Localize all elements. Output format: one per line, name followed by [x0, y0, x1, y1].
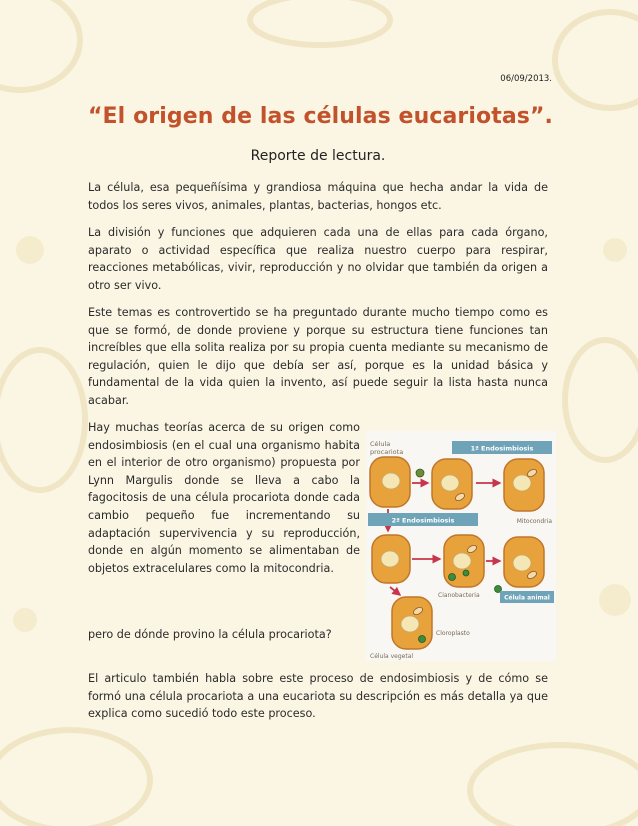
svg-text:procariota: procariota [370, 448, 404, 456]
label-mitocondria: Mitocondria [516, 518, 552, 525]
label-endo2: 2ª Endosimbiosis [391, 516, 455, 525]
label-endo1: 1ª Endosimbiosis [470, 444, 534, 453]
paragraph: Este temas es controvertido se ha preguntado durante mucho tiempo como es que se formó, de donde proviene y porque su estructura tiene funciones tan increíbles que ella solita realiza por su propia cuenta mediante su mecanismo de regulación, quien le dijo que debía ser así, porque es la unidad básica y fundamental de la vida quien la invento, así puede seguir la lista hasta nunca acabar. [88, 306, 548, 407]
document-subtitle: Reporte de lectura. [250, 148, 386, 164]
document-date: 06/09/2013. [500, 74, 552, 84]
endosymbiosis-diagram [366, 431, 556, 661]
paragraph: pero de dónde provino la célula procariota? [88, 628, 332, 641]
svg-text:Célula: Célula [370, 440, 391, 448]
label-vegetal: Célula vegetal [370, 653, 414, 660]
label-cloroplasto: Cloroplasto [436, 630, 470, 637]
label-cianobacteria: Cianobacteria [438, 592, 480, 599]
label-animal: Célula animal [504, 594, 550, 602]
label-procariota [370, 440, 403, 456]
paragraph: El articulo también habla sobre este proceso de endosimbiosis y de cómo se formó una célula procariota a una eucariota su descripción es más detalla ya que explica como sucedió todo este proceso. [88, 672, 548, 721]
document-title: “El origen de las células eucariotas”. [88, 104, 554, 129]
paragraph: La división y funciones que adquieren cada una de ellas para cada órgano, aparato o actividad específica que realiza nuestro cuerpo para respirar, reacciones metabólicas, vivir, reproducción y no olvidar que también da origen a otro ser vivo. [88, 226, 548, 292]
paragraph: La célula, esa pequeñísima y grandiosa máquina que hecha andar la vida de todos los seres vivos, animales, plantas, bacterias, hongos etc. [88, 181, 548, 212]
paragraph: Hay muchas teorías acerca de su origen como endosimbiosis (en el cual una organismo habita en el interior de otro organismo) propuesta por Lynn Margulis donde se lleva a cabo la fagocitosis de una célula procariota donde cada cambio pequeño fue incrementando su adaptación supervivencia y su reproducción, donde en algún momento se alimentaban de objetos extracelulares como la mitocondria. [88, 421, 360, 575]
